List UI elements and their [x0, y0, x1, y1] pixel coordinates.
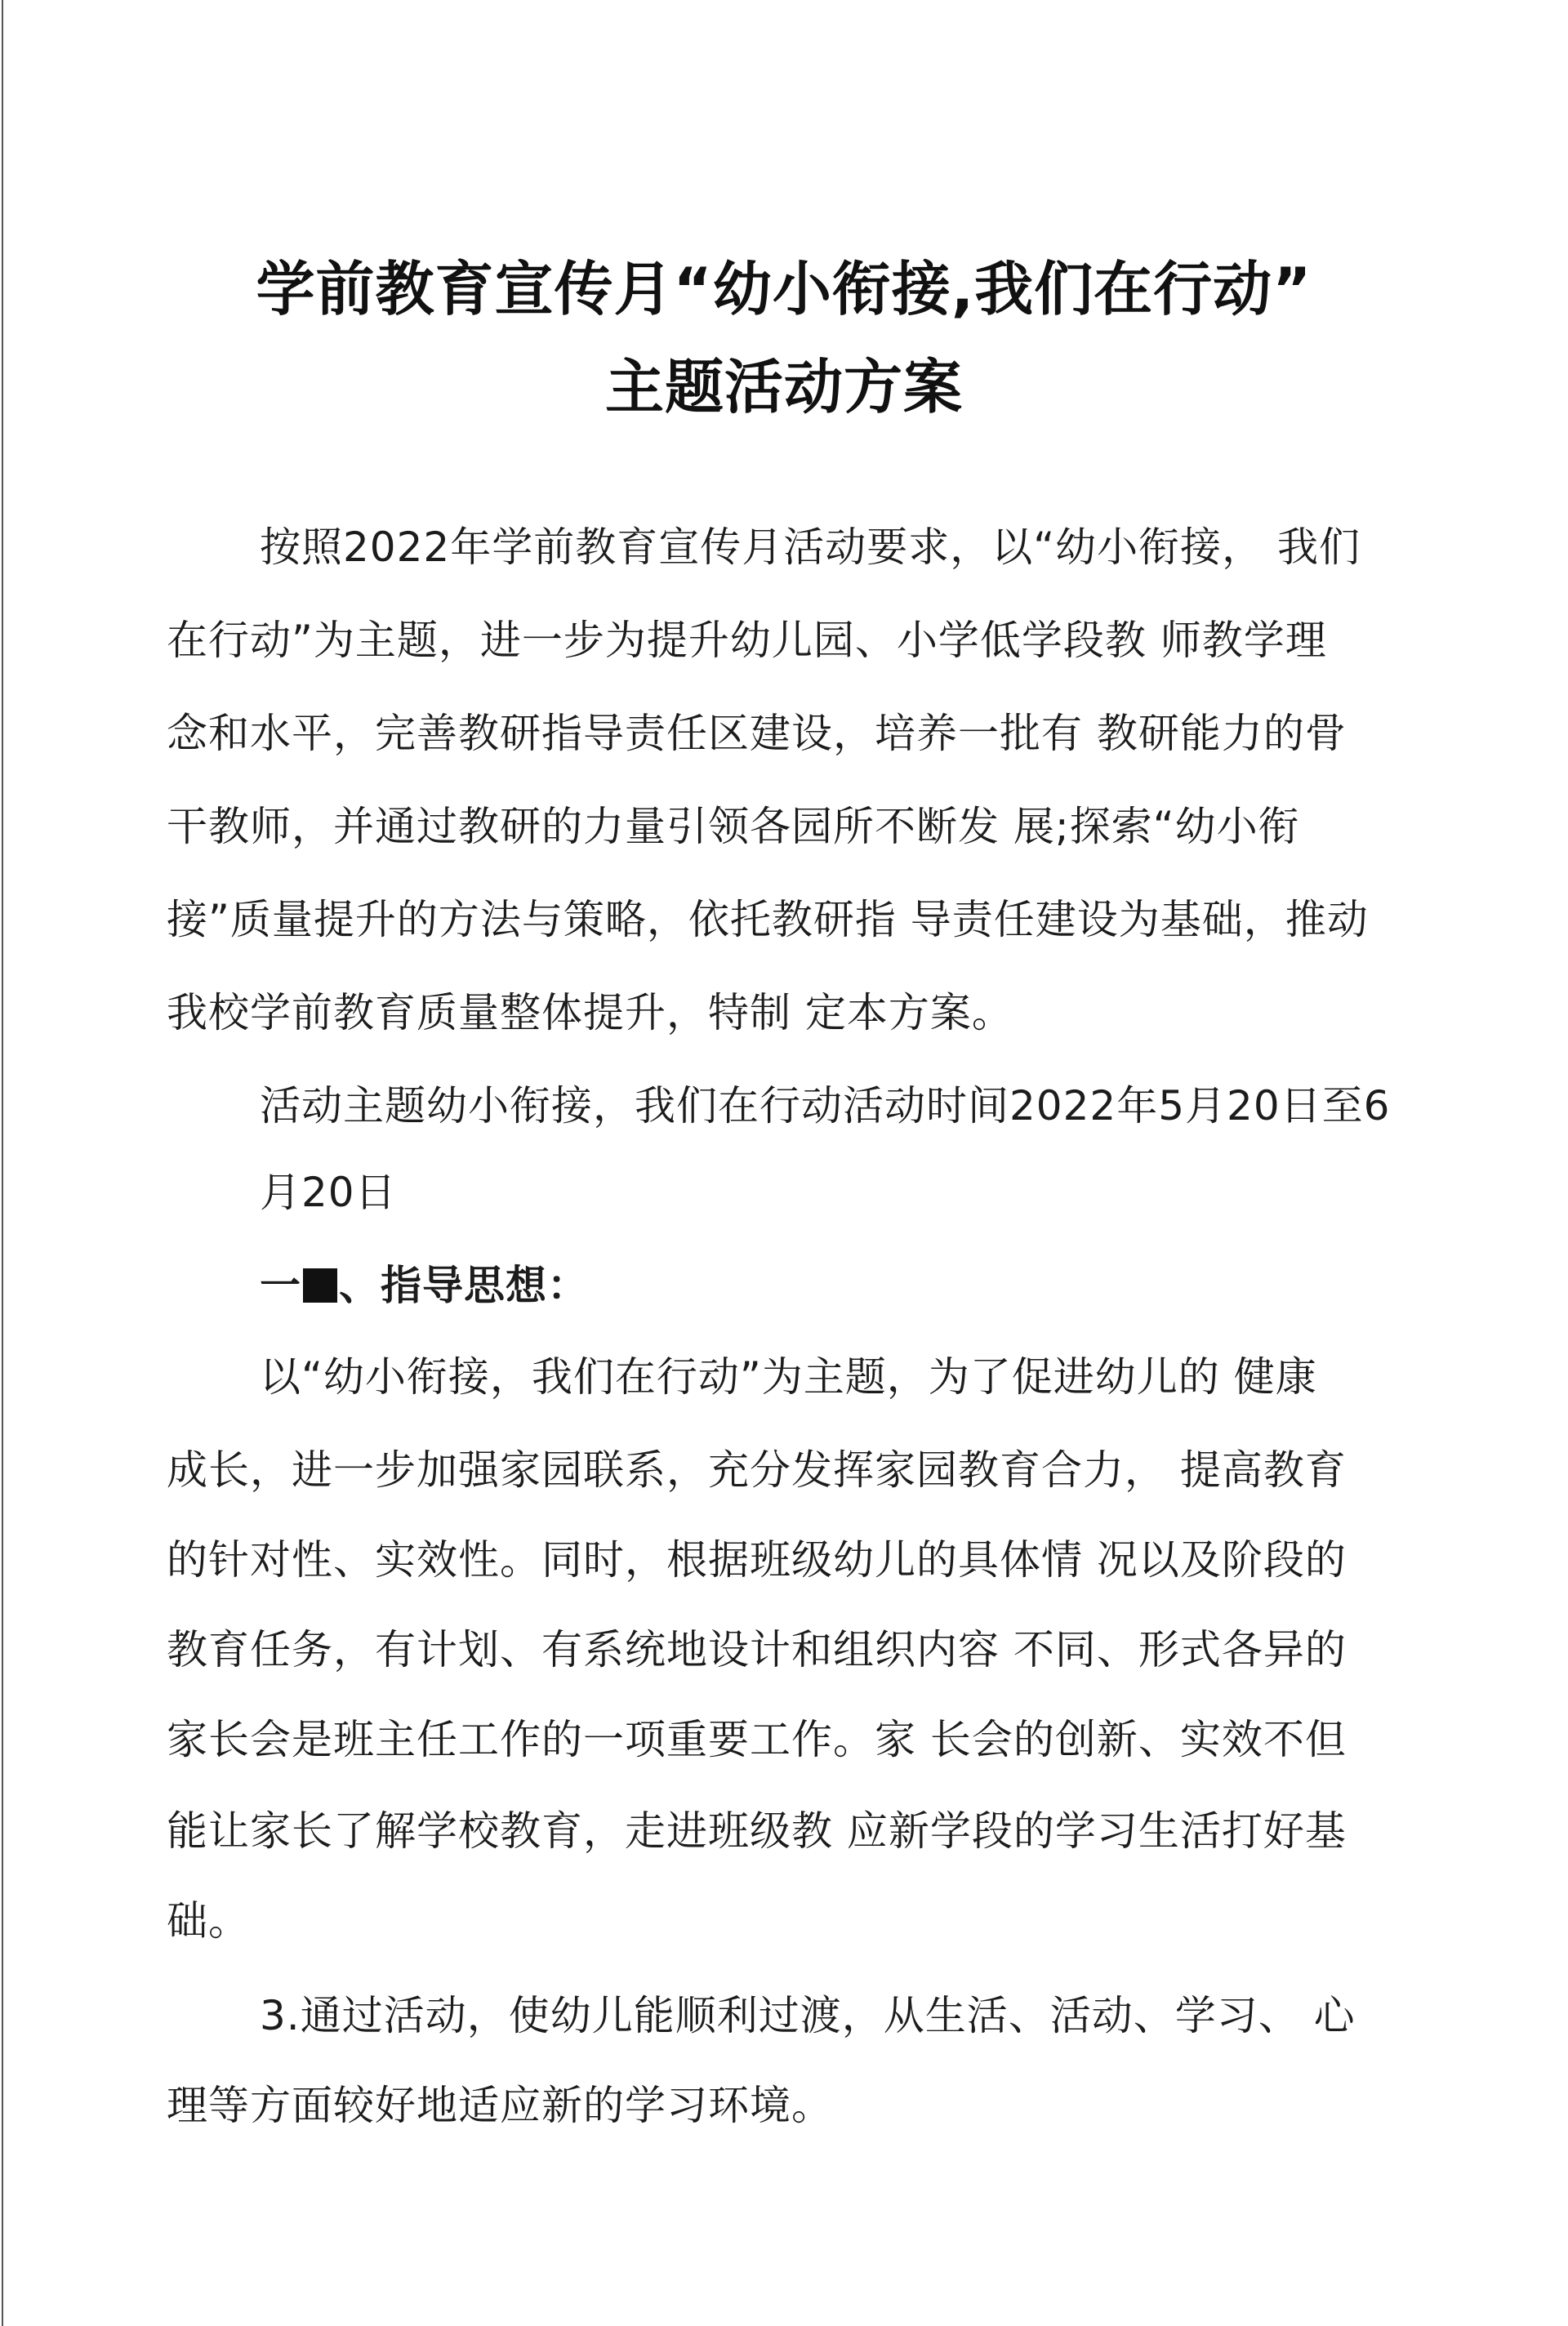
paragraph-2-line: 的针对性、实效性。同时，根据班级幼儿的具体情 况以及阶段的: [167, 1536, 1347, 1584]
paragraph-3-line: 理等方面较好地适应新的学习环境。: [167, 2082, 833, 2129]
paragraph-3-line: 3.通过活动，使幼儿能顺利过渡，从生活、活动、学习、 心: [260, 1992, 1356, 2039]
paragraph-1-line: 我校学前教育质量整体提升，特制 定本方案。: [167, 989, 1013, 1036]
document-title-line-2: 主题活动方案: [604, 353, 963, 421]
paragraph-1-line: 干教师，并通过教研的力量引领各园所不断发 展;探索“幼小衔: [167, 803, 1300, 850]
paragraph-2-line: 能让家长了解学校教育，走进班级教 应新学段的学习生活打好基: [167, 1807, 1347, 1855]
paragraph-1-line: 在行动”为主题，进一步为提升幼儿园、小学低学段教 师教学理: [167, 617, 1327, 664]
paragraph-1-line: 按照2022年学前教育宣传月活动要求，以“幼小衔接， 我们: [260, 524, 1361, 571]
paragraph-2-line: 家长会是班主任工作的一项重要工作。家 长会的创新、实效不但: [167, 1716, 1347, 1763]
activity-info-line: 活动主题幼小衔接，我们在行动活动时间2022年5月20日至6: [260, 1082, 1391, 1130]
paragraph-2-line: 教育任务，有计划、有系统地设计和组织内容 不同、形式各异的: [167, 1626, 1347, 1673]
paragraph-2-line: 成长，进一步加强家园联系，充分发挥家园教育合力， 提高教育: [167, 1446, 1347, 1494]
section-number: 一: [260, 1262, 301, 1309]
section-heading: [260, 1261, 589, 1310]
document-title-line-1: 学前教育宣传月“幼小衔接,我们在行动”: [256, 255, 1312, 323]
paragraph-2-line: 础。: [167, 1897, 250, 1945]
black-square-icon: [303, 1268, 337, 1303]
section-title: 、指导思想：: [339, 1262, 589, 1309]
paragraph-2-line: 以“幼小衔接，我们在行动”为主题，为了促进幼儿的 健康: [260, 1353, 1317, 1401]
paragraph-1-line: 接”质量提升的方法与策略，依托教研指 导责任建设为基础，推动: [167, 896, 1369, 943]
activity-info-line: 月20日: [260, 1169, 397, 1216]
paragraph-1-line: 念和水平，完善教研指导责任区建设，培养一批有 教研能力的骨: [167, 710, 1347, 757]
